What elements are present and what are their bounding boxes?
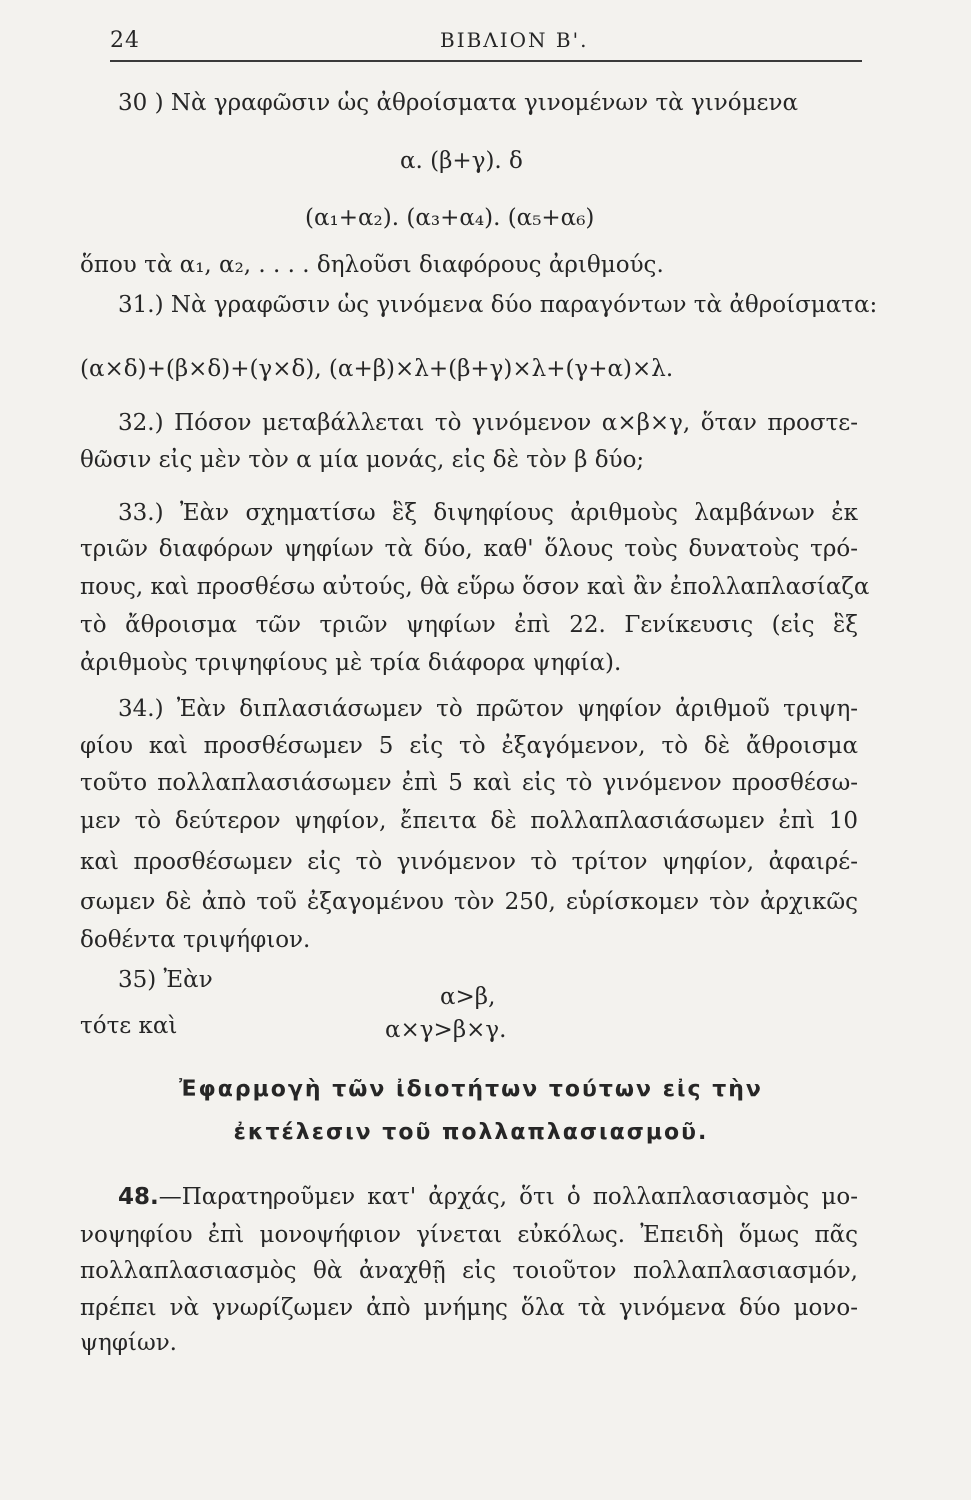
exercise-30-formula-2: (α₁+α₂). (α₃+α₄). (α₅+α₆) (305, 205, 595, 231)
exercise-30-text: 30 ) Νὰ γραφῶσιν ὡς ἀθροίσματα γινομένων τὰ γινόμενα (118, 90, 798, 116)
exercise-33-line-4: τὸ ἄθροισμα τῶν τριῶν ψηφίων ἐπὶ 22. Γενίκευσις (εἰς ἓξ (80, 612, 858, 638)
exercise-30-formula-1: α. (β+γ). δ (400, 148, 523, 174)
exercise-34-line-3: τοῦτο πολλαπλασιάσωμεν ἐπὶ 5 καὶ εἰς τὸ γινόμενον προσθέσω- (80, 770, 858, 796)
paragraph-48-line-2: νοψηφίου ἐπὶ μονοψήφιον γίνεται εὐκόλως. Ἐπειδὴ ὅμως πᾶς (80, 1222, 858, 1248)
exercise-31-text: 31.) Νὰ γραφῶσιν ὡς γινόμενα δύο παραγόντων τὰ ἀθροίσματα: (118, 292, 878, 318)
exercise-35-formula-1: α>β, (440, 984, 496, 1010)
exercise-32-line-2: θῶσιν εἰς μὲν τὸν α μία μονάς, εἰς δὲ τὸν β δύο; (80, 447, 645, 473)
page-header (110, 28, 862, 62)
exercise-32-line-1: 32.) Πόσον μεταβάλλεται τὸ γινόμενον α×β×γ, ὅταν προστε- (118, 410, 858, 436)
section-heading-line-2: ἐκτέλεσιν τοῦ πολλαπλασιασμοῦ. (233, 1120, 709, 1145)
exercise-34-line-7: δοθέντα τριψήφιον. (80, 927, 311, 953)
paragraph-48-line-1-text: —Παρατηροῦμεν κατ' ἀρχάς, ὅτι ὁ πολλαπλασιασμὸς μο- (158, 1184, 858, 1210)
paragraph-48-line-5: ψηφίων. (80, 1330, 177, 1356)
exercise-34-line-2: φίου καὶ προσθέσωμεν 5 εἰς τὸ ἐξαγόμενον, τὸ δὲ ἄθροισμα (80, 733, 858, 759)
exercise-33-line-2: τριῶν διαφόρων ψηφίων τὰ δύο, καθ' ὅλους τοὺς δυνατοὺς τρό- (80, 536, 858, 562)
paragraph-48-line-4: πρέπει νὰ γνωρίζωμεν ἀπὸ μνήμης ὅλα τὰ γινόμενα δύο μονο- (80, 1295, 858, 1321)
exercise-35-label-1: 35) Ἐὰν (118, 967, 213, 993)
exercise-34-line-1: 34.) Ἐὰν διπλασιάσωμεν τὸ πρῶτον ψηφίον ἀριθμοῦ τριψη- (118, 696, 858, 722)
paragraph-number: 48. (118, 1184, 159, 1210)
running-head: ΒΙΒΛΙΟΝ Β'. (440, 28, 589, 52)
exercise-35-formula-2: α×γ>β×γ. (385, 1017, 507, 1043)
exercise-30-note: ὅπου τὰ α₁, α₂, . . . . δηλοῦσι διαφόρους ἀριθμούς. (80, 252, 664, 278)
exercise-33-line-1: 33.) Ἐὰν σχηματίσω ἓξ διψηφίους ἀριθμοὺς λαμβάνων ἐκ (118, 500, 858, 526)
exercise-35-label-2: τότε καὶ (80, 1013, 178, 1039)
exercise-34-line-4: μεν τὸ δεύτερον ψηφίον, ἔπειτα δὲ πολλαπλασιάσωμεν ἐπὶ 10 (80, 808, 858, 834)
exercise-33-line-5: ἀριθμοὺς τριψηφίους μὲ τρία διάφορα ψηφία). (80, 650, 622, 676)
exercise-33-line-3: πους, καὶ προσθέσω αὐτούς, θὰ εὕρω ὅσον καὶ ἂν ἐπολλαπλασίαζα (80, 574, 870, 600)
section-heading-line-1: Ἐφαρμογὴ τῶν ἰδιοτήτων τούτων εἰς τὴν (179, 1077, 763, 1102)
paragraph-48-line-3: πολλαπλασιασμὸς θὰ ἀναχθῇ εἰς τοιοῦτον πολλαπλασιασμόν, (80, 1258, 858, 1284)
exercise-34-line-6: σωμεν δὲ ἀπὸ τοῦ ἐξαγομένου τὸν 250, εὑρίσκομεν τὸν ἀρχικῶς (80, 889, 858, 915)
paragraph-48-line-1 (118, 1182, 858, 1212)
exercise-34-line-5: καὶ προσθέσωμεν εἰς τὸ γινόμενον τὸ τρίτον ψηφίον, ἀφαιρέ- (80, 849, 858, 875)
exercise-31-formula: (α×δ)+(β×δ)+(γ×δ), (α+β)×λ+(β+γ)×λ+(γ+α)×λ. (80, 356, 674, 382)
page-number: 24 (110, 28, 140, 53)
